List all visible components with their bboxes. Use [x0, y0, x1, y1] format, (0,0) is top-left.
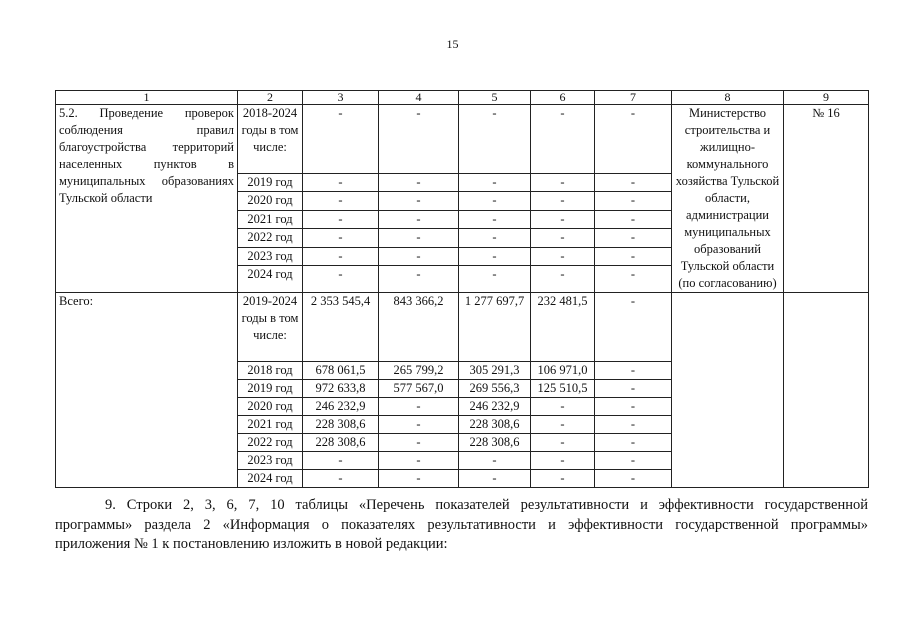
value-cell: 1 277 697,7: [459, 293, 531, 362]
value-cell: -: [379, 416, 459, 434]
amendment-paragraph: [55, 496, 868, 555]
year-cell: 2020 год: [238, 192, 303, 210]
value-cell: -: [531, 105, 595, 174]
year-cell: 2019 год: [238, 174, 303, 192]
value-cell: -: [303, 105, 379, 174]
value-cell: 2 353 545,4: [303, 293, 379, 362]
reference-cell: № 16: [784, 105, 869, 293]
value-cell: -: [379, 452, 459, 470]
value-cell: 843 366,2: [379, 293, 459, 362]
header-cell: 3: [303, 91, 379, 105]
paragraph-line: программы» раздела 2 «Информация о показателях результативности и эффективности государственной программы»: [55, 516, 868, 533]
header-cell: 4: [379, 91, 459, 105]
header-cell: 6: [531, 91, 595, 105]
value-cell: -: [531, 434, 595, 452]
year-cell: 2018 год: [238, 362, 303, 380]
value-cell: 269 556,3: [459, 380, 531, 398]
value-cell: 106 971,0: [531, 362, 595, 380]
period-cell: 2019-2024 годы в том числе:: [238, 293, 303, 362]
value-cell: -: [531, 174, 595, 192]
activity-desc-line: населенных пунктов в: [59, 157, 234, 171]
year-cell: 2024 год: [238, 470, 303, 488]
activity-desc-line: Тульской области: [59, 191, 153, 205]
value-cell: -: [531, 210, 595, 228]
value-cell: -: [531, 192, 595, 210]
value-cell: -: [531, 247, 595, 265]
header-cell: 8: [672, 91, 784, 105]
value-cell: 246 232,9: [459, 398, 531, 416]
program-table: [55, 90, 869, 488]
value-cell: -: [459, 210, 531, 228]
value-cell: -: [379, 266, 459, 293]
year-cell: 2021 год: [238, 416, 303, 434]
value-cell: -: [595, 247, 672, 265]
value-cell: 232 481,5: [531, 293, 595, 362]
value-cell: 228 308,6: [459, 434, 531, 452]
value-cell: -: [303, 247, 379, 265]
value-cell: -: [595, 229, 672, 247]
value-cell: -: [531, 398, 595, 416]
value-cell: 678 061,5: [303, 362, 379, 380]
value-cell: -: [303, 174, 379, 192]
value-cell: -: [459, 192, 531, 210]
header-row: [56, 91, 869, 105]
value-cell: -: [531, 416, 595, 434]
value-cell: -: [595, 380, 672, 398]
value-cell: -: [459, 452, 531, 470]
year-cell: 2021 год: [238, 210, 303, 228]
header-cell: 1: [56, 91, 238, 105]
value-cell: -: [303, 452, 379, 470]
value-cell: -: [531, 452, 595, 470]
header-cell: 2: [238, 91, 303, 105]
value-cell: 228 308,6: [459, 416, 531, 434]
year-cell: 2024 год: [238, 266, 303, 293]
value-cell: -: [379, 247, 459, 265]
year-cell: 2023 год: [238, 452, 303, 470]
activity-desc-line: соблюдения правил: [59, 123, 234, 137]
value-cell: -: [303, 470, 379, 488]
value-cell: 228 308,6: [303, 416, 379, 434]
value-cell: -: [595, 266, 672, 293]
value-cell: -: [303, 266, 379, 293]
value-cell: 577 567,0: [379, 380, 459, 398]
activity-desc-line: благоустройства территорий: [59, 140, 234, 154]
value-cell: -: [595, 105, 672, 174]
value-cell: -: [531, 470, 595, 488]
activity-desc-line: муниципальных образованиях: [59, 174, 234, 188]
activity-desc-line: 5.2. Проведение проверок: [59, 106, 234, 120]
value-cell: 305 291,3: [459, 362, 531, 380]
value-cell: -: [595, 398, 672, 416]
total-label-cell: Всего:: [56, 293, 238, 488]
paragraph-line: приложения № 1 к постановлению изложить в новой редакции:: [55, 536, 448, 552]
year-cell: 2023 год: [238, 247, 303, 265]
value-cell: -: [379, 398, 459, 416]
table-row: [56, 293, 869, 362]
activity-description-cell: [56, 105, 238, 293]
value-cell: -: [459, 105, 531, 174]
value-cell: -: [379, 470, 459, 488]
value-cell: -: [531, 266, 595, 293]
value-cell: -: [595, 434, 672, 452]
value-cell: -: [303, 192, 379, 210]
year-cell: 2019 год: [238, 380, 303, 398]
header-cell: 7: [595, 91, 672, 105]
value-cell: -: [595, 470, 672, 488]
value-cell: -: [459, 174, 531, 192]
table-row: [56, 105, 869, 174]
value-cell: -: [595, 452, 672, 470]
value-cell: -: [379, 105, 459, 174]
value-cell: -: [595, 174, 672, 192]
value-cell: -: [459, 266, 531, 293]
value-cell: -: [595, 293, 672, 362]
value-cell: -: [379, 229, 459, 247]
value-cell: 228 308,6: [303, 434, 379, 452]
value-cell: 972 633,8: [303, 380, 379, 398]
header-cell: 9: [784, 91, 869, 105]
value-cell: -: [303, 229, 379, 247]
value-cell: -: [379, 210, 459, 228]
empty-cell: [784, 293, 869, 488]
paragraph-line: 9. Строки 2, 3, 6, 7, 10 таблицы «Перечень показателей результативности и эффективности государственной: [105, 497, 868, 513]
year-cell: 2022 год: [238, 229, 303, 247]
value-cell: -: [303, 210, 379, 228]
value-cell: -: [595, 416, 672, 434]
value-cell: -: [379, 174, 459, 192]
value-cell: -: [595, 362, 672, 380]
value-cell: -: [595, 210, 672, 228]
value-cell: 125 510,5: [531, 380, 595, 398]
value-cell: 265 799,2: [379, 362, 459, 380]
empty-cell: [672, 293, 784, 488]
value-cell: 246 232,9: [303, 398, 379, 416]
header-cell: 5: [459, 91, 531, 105]
value-cell: -: [459, 470, 531, 488]
value-cell: -: [379, 192, 459, 210]
value-cell: -: [459, 229, 531, 247]
period-cell: 2018-2024 годы в том числе:: [238, 105, 303, 174]
value-cell: -: [459, 247, 531, 265]
responsible-executor-cell: Министерство строительства и жилищно-коммунального хозяйства Тульской области, администрации муниципальных образований Тульской области (по согласованию): [672, 105, 784, 293]
value-cell: -: [379, 434, 459, 452]
value-cell: -: [531, 229, 595, 247]
year-cell: 2020 год: [238, 398, 303, 416]
value-cell: -: [595, 192, 672, 210]
year-cell: 2022 год: [238, 434, 303, 452]
page-number: 15: [446, 37, 459, 51]
